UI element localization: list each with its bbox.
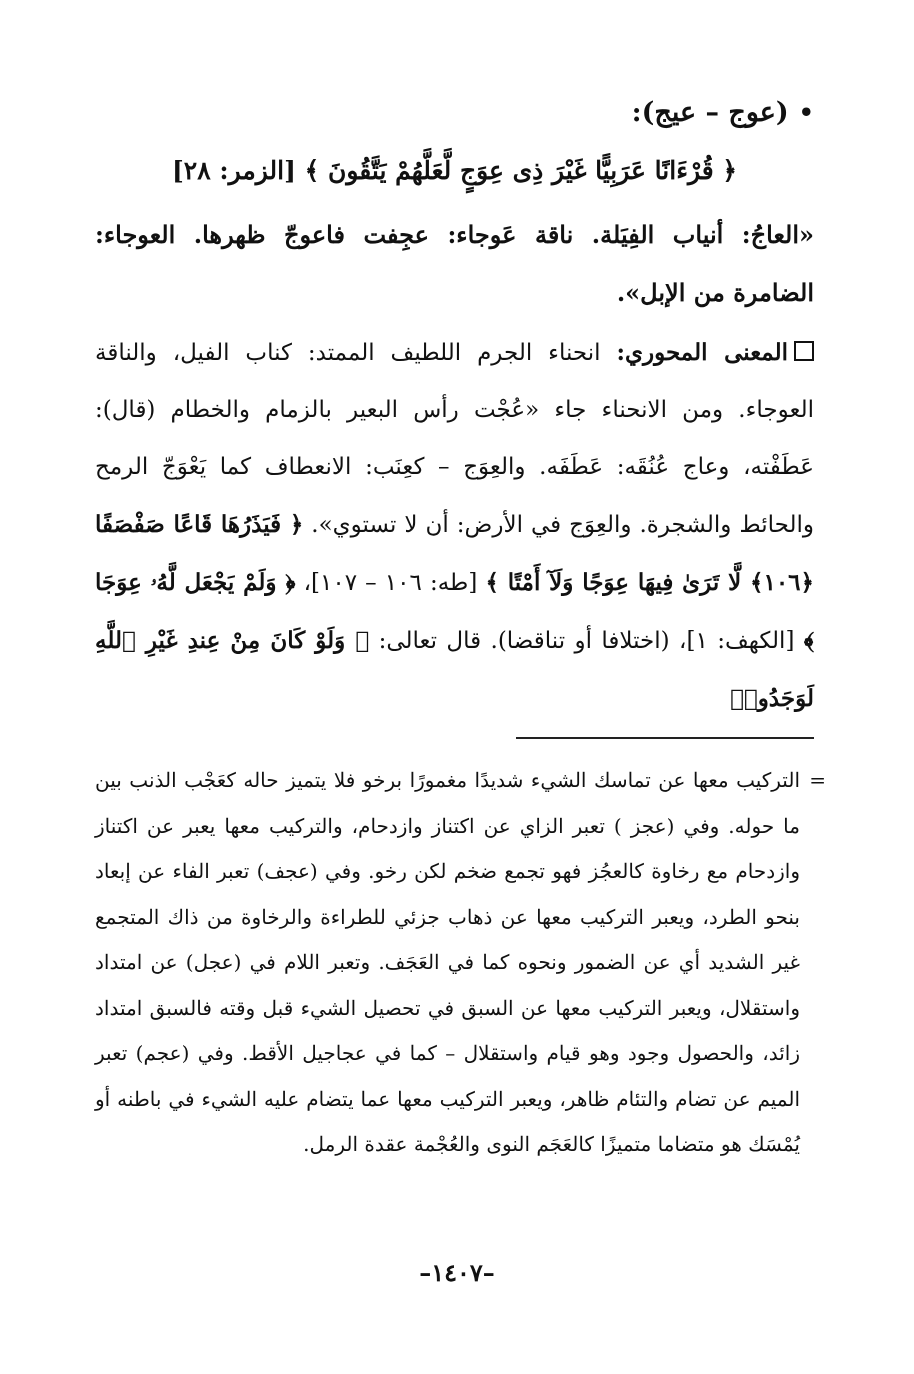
main-text [95, 88, 814, 728]
continuation-marker: = [809, 768, 826, 792]
quran-quote-2: ﴿ وَلَمْ يَجْعَل لَّهُۥ عِوَجَا ﴾ [95, 569, 815, 654]
page-number: –١٤٠٧– [419, 1258, 495, 1287]
quran-quote-1: ﴿ فَيَذَرُهَا قَاعًا صَفْصَفًا ﴿١٠٦﴾ لَّا تَرَىٰ فِيهَا عِوَجًا وَلَآ أَمْتًا ﴾ [95, 511, 815, 596]
paragraph-text-1: انحناء الجرم اللطيف الممتد: كناب الفيل، والناقة العوجاء. ومن الانحناء جاء «عُجْت رأس البعير بالزمام والخطام (قال): عَطَفْته، وعاج عُنُقَه: عَطَفَه. والعِوَج – كعِنَب: الانعطاف كما يَعْوَجّ الرمح والحائط والشجرة. والعِوَج في الأرض: أن لا تستوي». [95, 340, 814, 538]
paragraph-text-2: [طه: ١٠٦ – ١٠٧]، [295, 570, 486, 596]
entry-title: (عوج – عيج): [631, 97, 789, 128]
paragraph-text-3: [الكهف: ١]، (اختلافا أو تناقضا). قال تعالى: [369, 628, 804, 654]
footnote [95, 758, 826, 1168]
central-meaning-paragraph [95, 324, 814, 728]
entry-heading [95, 88, 814, 138]
quran-quote-3: ﴿ وَلَوْ كَانَ مِنْ عِندِ غَيْرِ ٱللَّهِ لَوَجَدُوا۟ [95, 627, 814, 712]
footnote-text: التركيب معها عن تماسك الشيء شديدًا مغمورًا برخو فلا يتميز حاله كعَجْب الذنب بين ما حوله. وفي (عجز ) تعبر الزاي عن اكتناز وازدحام، والتركيب معها يعبر عن اكتناز وازدحام مع رخاوة كالعجُز فهو تجمع ضخم لكن رخو. وفي (عجف) تعبر الفاء عن إبعاد بنحو الطرد، ويعبر التركيب معها عن ذهاب جزئي للطراءة والرخاوة من ذاك المتجمع غير الشديد أي عن الضمور ونحوه كما في العَجَف. وتعبر اللام في (عجل) عن امتداد واستقلال، ويعبر التركيب معها عن السبق في تحصيل الشيء قبل وقته فالسبق امتداد زائد، والحصول وجود وهو قيام واستقلال – كما في عجاجيل الأقط. وفي (عجم) تعبر الميم عن تضام والتئام ظاهر، ويعبر التركيب معها عما يتضام عليه الشيء في باطنه أو يُمْسَك هو متضاما متميزًا كالعَجَم النوى والعُجْمة عقدة الرمل. [95, 768, 800, 1156]
bullet-icon: • [798, 98, 814, 127]
quran-verse: ﴿ قُرْءَانًا عَرَبِيًّا غَيْرَ ذِى عِوَجٍ لَّعَلَّهُمْ يَتَّقُونَ ﴾ [الزمر: ٢٨] [171, 156, 738, 185]
square-marker-icon [794, 341, 814, 361]
lexical-definition: «العاجُ: أنياب الفِيَلة. ناقة عَوجاء: عجِفت فاعوجّ ظهرها. العوجاء: الضامرة من الإبل». [95, 220, 814, 307]
central-meaning-label: المعنى المحوري: [616, 339, 788, 366]
footnote-divider [516, 737, 814, 739]
